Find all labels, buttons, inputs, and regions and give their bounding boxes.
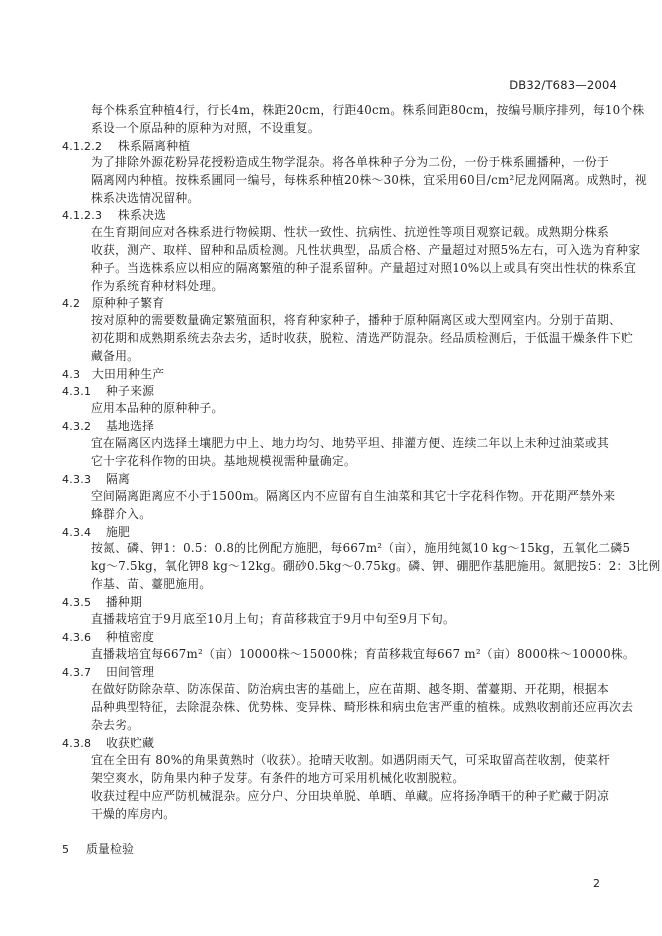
section-heading	[62, 296, 164, 311]
paragraph-first-line: 按氮、磷、钾1：0.5：0.8的比例配方施肥，每667m²（亩），施用纯氮10 kg～15kg，五氧化二磷5	[91, 541, 631, 555]
paragraph-first-line: 宜在全田有 80%的角果黄熟时（收获）。抢晴天收割。如遇阴雨天气，可采取留高茬收割，使菜杆	[91, 753, 610, 767]
paragraph-line: 架空爽水，防角果内种子发芽。有条件的地方可采用机械化收割脱粒。	[91, 771, 465, 785]
section-heading	[62, 842, 134, 857]
paragraph-first-line: 宜在隔离区内选择土壤肥力中上、地力均匀、地势平坦、排灌方便、连续二年以上未种过油菜或其	[91, 436, 610, 450]
section-title: 种植密度	[106, 630, 155, 644]
section-number: 4.3.3	[62, 473, 92, 486]
paragraph-first-line: 收获过程中应严防机械混杂。应分户、分田块单脱、单晒、单藏。应将扬净晒干的种子贮藏于阴凉	[91, 789, 610, 803]
section-title: 种子来源	[106, 384, 155, 398]
section-number: 4.3.8	[62, 737, 92, 750]
paragraph-line: kg～7.5kg，氧化钾8 kg～12kg。硼砂0.5kg～0.75kg。磷、钾、硼肥作基肥施用。氮肥按5：2：3比例	[91, 559, 661, 573]
paragraph-line: 收获，测产、取样、留种和品质检测。凡性状典型，品质合格、产量超过对照5%左右，可入选为育种家	[91, 243, 641, 257]
standard-code-header: DB32/T683—2004	[509, 78, 617, 92]
paragraph-line: 作为系统育种材料处理。	[91, 279, 224, 293]
paragraph-line: 系设一个原品种的原种为对照，不设重复。	[91, 121, 320, 135]
section-number: 4.1.2.3	[62, 209, 103, 222]
section-number: 4.3.5	[62, 596, 92, 609]
section-number: 4.1.2.2	[62, 140, 103, 153]
section-title: 隔离	[106, 472, 131, 486]
section-heading	[62, 208, 166, 223]
section-number: 4.3.7	[62, 666, 92, 679]
paragraph-first-line: 空间隔离距离应不小于1500m。隔离区内不应留有自生油菜和其它十字花科作物。开花期严禁外来	[91, 489, 616, 503]
section-heading	[62, 595, 142, 610]
section-heading	[62, 736, 154, 751]
section-heading	[62, 384, 154, 399]
section-heading	[62, 419, 154, 434]
section-title: 株系隔离种植	[118, 139, 191, 153]
paragraph-line: 杂去劣。	[91, 718, 140, 732]
paragraph-first-line: 在生育期间应对各株系进行物候期、性状一致性、抗病性、抗逆性等项目观察记载。成熟期分株系	[91, 225, 610, 239]
paragraph-first-line: 直播栽培宜每667m²（亩）10000株～15000株；育苗移栽宜每667 m²（亩）8000株～10000株。	[91, 647, 635, 661]
paragraph-line: 它十字花科作物的田块。基地规模视需种量确定。	[91, 454, 357, 468]
paragraph-line: 株系决选情况留种。	[91, 191, 200, 205]
section-heading	[62, 665, 154, 680]
paragraph-first-line: 在做好防除杂草、防冻保苗、防治病虫害的基础上，应在苗期、越冬期、蕾薹期、开花期，根据本	[91, 682, 610, 696]
section-title: 株系决选	[118, 208, 167, 222]
section-title: 原种种子繁育	[92, 296, 165, 310]
section-number: 4.3.2	[62, 420, 92, 433]
section-number: 5	[62, 843, 70, 856]
section-heading	[62, 525, 130, 540]
paragraph-first-line: 每个株系宜种植4行，行长4m，株距20cm，行距40cm。株系间距80cm，按编号顺序排列，每10个株	[91, 103, 645, 117]
paragraph-first-line: 直播栽培宜于9月底至10月上旬；育苗移栽宜于9月中旬至9月下旬。	[91, 612, 456, 626]
paragraph-line: 隔离网内种植。按株系圃同一编号，每株系种植20株～30株，宜采用60目/cm²尼龙网隔离。成熟时，视	[91, 173, 647, 187]
section-title: 大田用种生产	[92, 367, 165, 381]
section-number: 4.3.6	[62, 631, 92, 644]
section-number: 4.2	[62, 297, 81, 310]
section-number: 4.3.1	[62, 385, 92, 398]
section-heading	[62, 630, 154, 645]
section-title: 施肥	[106, 525, 131, 539]
section-title: 质量检验	[86, 842, 135, 856]
paragraph-line: 藏备用。	[91, 349, 140, 363]
paragraph-first-line: 应用本品种的原种种子。	[91, 401, 224, 415]
paragraph-line: 干燥的库房内。	[91, 807, 176, 821]
section-title: 田间管理	[106, 665, 155, 679]
section-number: 4.3.4	[62, 526, 92, 539]
paragraph-first-line: 为了排除外源花粉异花授粉造成生物学混杂。将各单株种子分为二份，一份于株系圃播种，一份于	[91, 155, 610, 169]
section-title: 播种期	[106, 595, 143, 609]
page-number: 2	[593, 877, 600, 890]
paragraph-line: 种子。当选株系应以相应的隔离繁殖的种子混系留种。产量超过对照10%以上或具有突出性状的株系宜	[91, 261, 636, 275]
section-heading	[62, 139, 190, 154]
paragraph-line: 品种典型特征，去除混杂株、优势株、变异株、畸形株和病虫危害严重的植株。成熟收割前还应再次去	[91, 700, 634, 714]
section-heading	[62, 367, 164, 382]
paragraph-line: 蜂群介入。	[91, 507, 152, 521]
section-title: 收获贮藏	[106, 736, 155, 750]
section-number: 4.3	[62, 368, 81, 381]
section-heading	[62, 472, 130, 487]
paragraph-line: 初花期和成熟期系统去杂去劣，适时收获，脱粒、清选严防混杂。经品质检测后，于低温干燥条件下贮	[91, 331, 634, 345]
paragraph-first-line: 按对原种的需要数量确定繁殖面积，将育种家种子，播种于原种隔离区或大型网室内。分别于苗期、	[91, 313, 622, 327]
paragraph-line: 作基、苗、薹肥施用。	[91, 577, 212, 591]
section-title: 基地选择	[106, 419, 155, 433]
